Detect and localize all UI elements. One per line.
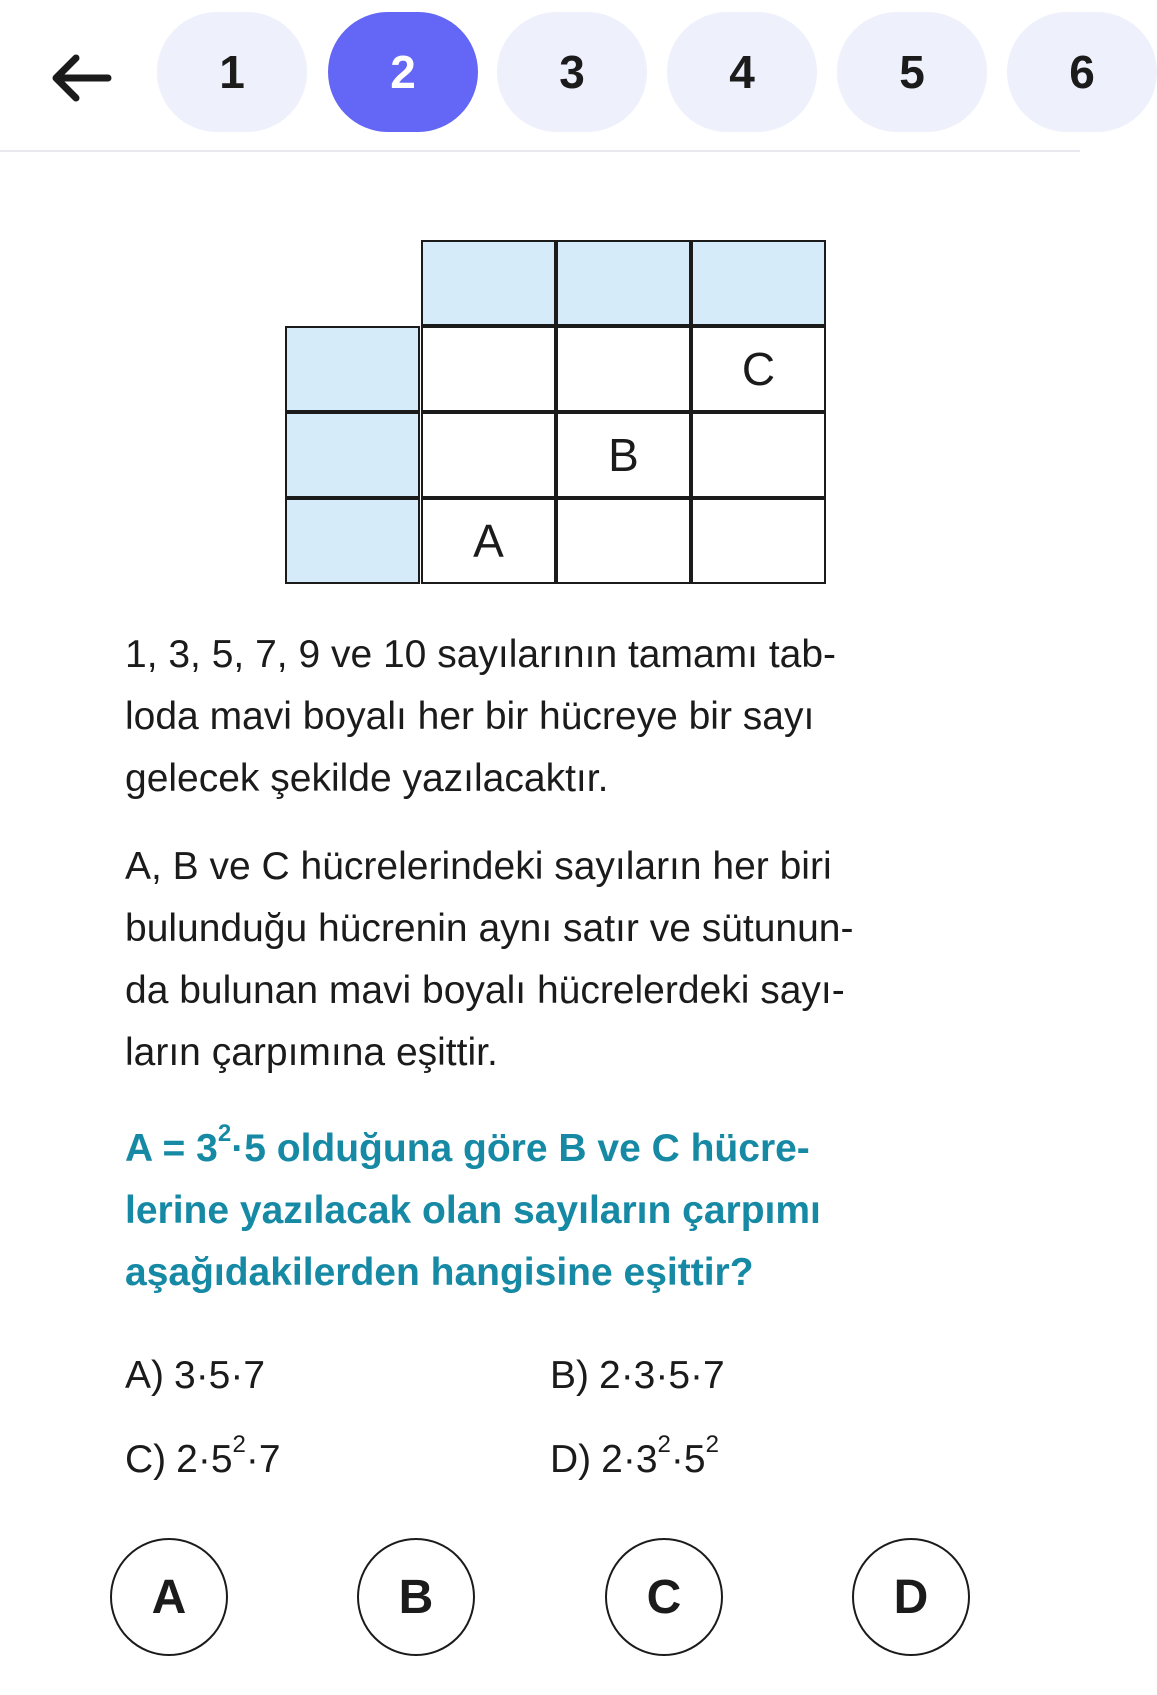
back-button[interactable] (40, 38, 120, 118)
option-a (125, 1354, 265, 1398)
option-c (125, 1431, 281, 1482)
grid-cell-blue (691, 240, 826, 326)
question-line-1-rest: olduğuna göre B ve C hücre- (265, 1127, 810, 1170)
grid-cell (691, 412, 826, 498)
question-line-3: aşağıdakilerden hangisine eşittir? (125, 1251, 754, 1294)
text-line: A, B ve C hücrelerindeki sayıların her biri (125, 845, 832, 888)
option-label: D) (550, 1438, 592, 1481)
grid-cell-blue (556, 240, 691, 326)
grid-figure (285, 240, 829, 586)
formula-rest: ·5 (231, 1127, 266, 1170)
answer-button-a[interactable]: A (110, 1538, 228, 1656)
option-text: 2·3·5·7 (599, 1354, 725, 1397)
question-tab-3[interactable]: 3 (497, 12, 647, 132)
question-text (125, 1118, 1005, 1304)
formula-exponent: 2 (217, 1120, 232, 1147)
grid-cell-b: B (556, 412, 691, 498)
grid-cell-a: A (421, 498, 556, 584)
question-tab-1[interactable]: 1 (157, 12, 307, 132)
question-nav-bar (0, 0, 1095, 152)
problem-paragraph-1 (125, 624, 1005, 810)
option-text: 3·5·7 (174, 1354, 266, 1397)
question-tab-6[interactable]: 6 (1007, 12, 1157, 132)
answer-button-b[interactable]: B (357, 1538, 475, 1656)
grid-cell (556, 326, 691, 412)
grid-cell (421, 326, 556, 412)
grid-cell (556, 498, 691, 584)
option-b (550, 1354, 725, 1398)
text-line: gelecek şekilde yazılacaktır. (125, 757, 609, 800)
question-tab-4[interactable]: 4 (667, 12, 817, 132)
question-line-1 (125, 1118, 1005, 1180)
text-line: loda mavi boyalı her bir hücreye bir sayı (125, 695, 815, 738)
option-label: A) (125, 1354, 164, 1397)
option-text: $2\cdot 5^2\cdot 7$ (176, 1431, 281, 1481)
question-tab-5[interactable]: 5 (837, 12, 987, 132)
grid-cell-c: C (691, 326, 826, 412)
text-line: da bulunan mavi boyalı hücrelerdeki sayı- (125, 969, 845, 1012)
grid-cell-blue (285, 498, 420, 584)
question-line-2: lerine yazılacak olan sayıların çarpımı (125, 1189, 821, 1232)
answer-button-d[interactable]: D (852, 1538, 970, 1656)
grid-cell-blue (421, 240, 556, 326)
text-line: 1, 3, 5, 7, 9 ve 10 sayılarının tamamı tab- (125, 633, 837, 676)
option-label: B) (550, 1354, 589, 1397)
text-line: bulunduğu hücrenin aynı satır ve sütunun- (125, 907, 854, 950)
problem-paragraph-2 (125, 836, 1005, 1084)
arrow-left-icon (48, 53, 112, 103)
grid-cell (691, 498, 826, 584)
option-d (550, 1431, 719, 1482)
grid-cell-blue (285, 412, 420, 498)
option-label: C) (125, 1438, 167, 1481)
formula-lhs: A = 3 (125, 1127, 218, 1170)
question-tab-2[interactable]: 2 (328, 12, 478, 132)
text-line: ların çarpımına eşittir. (125, 1031, 498, 1074)
answer-button-c[interactable]: C (605, 1538, 723, 1656)
option-text: $2\cdot 3^2\cdot 5^2$ (601, 1431, 719, 1481)
grid-cell-blue (285, 326, 420, 412)
formula (125, 1120, 266, 1170)
grid-cell (421, 412, 556, 498)
